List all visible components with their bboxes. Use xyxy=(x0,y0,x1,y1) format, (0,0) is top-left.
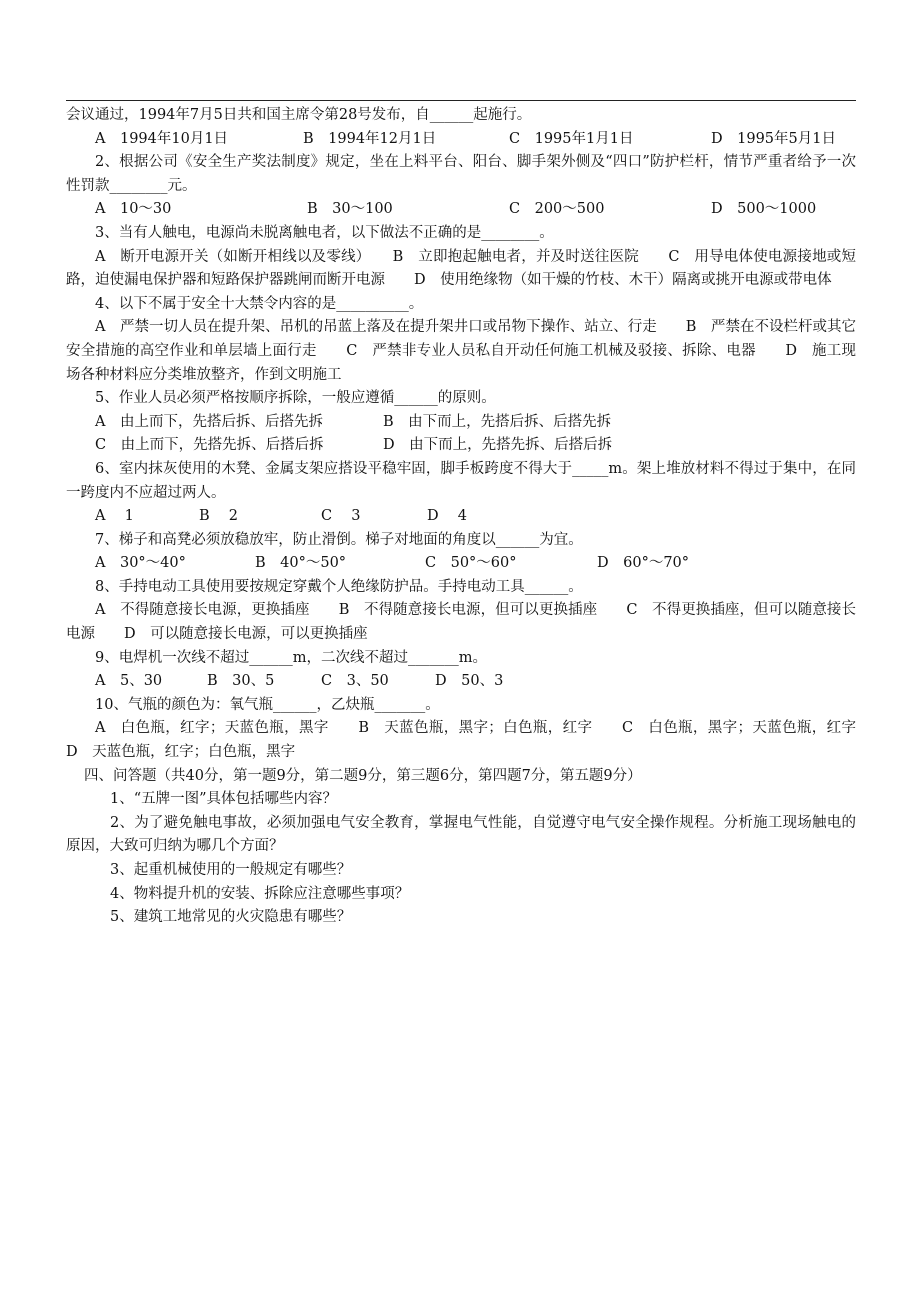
q6-option-d: D 4 xyxy=(427,508,467,525)
q1-continuation: 会议通过，1994年7月5日共和国主席令第28号发布，自______起施行。 xyxy=(66,107,532,123)
q5-option-d: D 由下而上，先搭先拆、后搭后拆 xyxy=(383,437,613,454)
q6-text: 6、室内抹灰使用的木凳、金属支架应搭设平稳牢固，脚手板跨度不得大于_____m。架上堆放材料不得过于集中，在同一跨度内不应超过两人。 xyxy=(66,460,856,501)
section-4-question-5: 5、建筑工地常见的火灾隐患有哪些？ xyxy=(110,909,352,926)
q2-option-a: A 10～30 xyxy=(95,201,172,218)
section-4-title: 四、问答题（共40分，第一题9分，第二题9分，第三题6分，第四题7分，第五题9分） xyxy=(84,767,642,784)
q1-option-a: A 1994年10月1日 xyxy=(95,130,229,147)
section-4-question-1: 1、“五牌一图”具体包括哪些内容？ xyxy=(110,791,338,808)
q6-option-c: C 3 xyxy=(321,508,361,525)
q8-text: 8、手持电动工具使用要按规定穿戴个人绝缘防护品。手持电动工具______。 xyxy=(95,578,583,595)
q1-option-d: D 1995年5月1日 xyxy=(711,130,836,147)
q9-option-c: C 3、50 xyxy=(321,673,389,690)
q2-options xyxy=(66,198,856,222)
q7-text: 7、梯子和高凳必须放稳放牢，防止滑倒。梯子对地面的角度以______为宜。 xyxy=(95,531,583,548)
q1-option-c: C 1995年1月1日 xyxy=(509,130,634,147)
q5-option-c: C 由上而下，先搭先拆、后搭后拆 xyxy=(95,437,324,454)
q9-option-b: B 30、5 xyxy=(207,673,275,690)
q5-options-row2 xyxy=(66,434,856,458)
q2-option-d: D 500～1000 xyxy=(711,201,817,218)
q7-option-a: A 30°～40° xyxy=(95,555,186,572)
q4-options: A 严禁一切人员在提升架、吊机的吊蓝上落及在提升架井口或吊物下操作、站立、行走 B 严禁在不设栏杆或其它安全措施的高空作业和单层墙上面行走 C 严禁非专业人员私自开动任何施工机械及驳接、拆除、电器 D 施工现场各种材料应分类堆放整齐，作到文明施工 xyxy=(66,319,856,383)
header-rule xyxy=(66,100,856,101)
q2-option-b: B 30～100 xyxy=(307,201,393,218)
q2-option-c: C 200～500 xyxy=(509,201,605,218)
q3-text: 3、当有人触电，电源尚未脱离触电者，以下做法不正确的是________。 xyxy=(95,224,554,241)
q2-text: 2、根据公司《安全生产奖法制度》规定，坐在上料平台、阳台、脚手架外侧及“四口”防护栏杆，情节严重者给予一次性罚款________元。 xyxy=(66,154,856,194)
q5-options-row1 xyxy=(66,411,856,435)
q5-option-b: B 由下而上，先搭后拆、后搭先拆 xyxy=(383,413,612,430)
q7-option-d: D 60°～70° xyxy=(597,555,690,572)
section-4-question-4: 4、物料提升机的安装、拆除应注意哪些事项？ xyxy=(110,885,410,902)
q6-option-a: A 1 xyxy=(95,508,134,525)
q1-option-b: B 1994年12月1日 xyxy=(303,130,437,147)
section-4-question-2: 2、为了避免触电事故，必须加强电气安全教育，掌握电气性能，自觉遵守电气安全操作规程。分析施工现场触电的原因，大致可归纳为哪几个方面？ xyxy=(66,814,856,855)
section-4-question-3: 3、起重机械使用的一般规定有哪些？ xyxy=(110,862,352,878)
q9-text: 9、电焊机一次线不超过______m，二次线不超过_______m。 xyxy=(95,649,487,666)
q5-text: 5、作业人员必须严格按顺序拆除，一般应遵循______的原则。 xyxy=(95,390,496,407)
q10-options: A 白色瓶，红字；天蓝色瓶，黑字 B 天蓝色瓶，黑字；白色瓶，红字 C 白色瓶，黑字；天蓝色瓶，红字 D 天蓝色瓶，红字；白色瓶，黑字 xyxy=(66,720,885,761)
exam-document xyxy=(66,104,885,930)
q6-option-b: B 2 xyxy=(199,508,238,525)
q4-text: 4、以下不属于安全十大禁令内容的是__________。 xyxy=(95,295,424,312)
q9-option-d: D 50、3 xyxy=(435,673,504,690)
q10-text: 10、气瓶的颜色为：氧气瓶______，乙炔瓶_______。 xyxy=(95,696,440,713)
q9-options xyxy=(66,670,856,694)
q5-option-a: A 由上而下，先搭后拆、后搭先拆 xyxy=(95,413,323,430)
q7-option-b: B 40°～50° xyxy=(255,555,347,572)
q7-options xyxy=(66,552,856,576)
q9-option-a: A 5、30 xyxy=(95,673,163,690)
q8-options: A 不得随意接长电源，更换插座 B 不得随意接长电源，但可以更换插座 C 不得更换插座，但可以随意接长电源 D 可以随意接长电源，可以更换插座 xyxy=(66,602,856,643)
q3-options: A 断开电源开关（如断开相线以及零线） B 立即抱起触电者，并及时送往医院 C 用导电体使电源接地或短路，迫使漏电保护器和短路保护器跳闸而断开电源 D 使用绝缘物（如干燥的竹枝、木干）隔离或挑开电源或带电体 xyxy=(66,248,856,289)
q1-options xyxy=(66,128,856,152)
q7-option-c: C 50°～60° xyxy=(425,555,517,572)
q6-options xyxy=(66,505,856,529)
